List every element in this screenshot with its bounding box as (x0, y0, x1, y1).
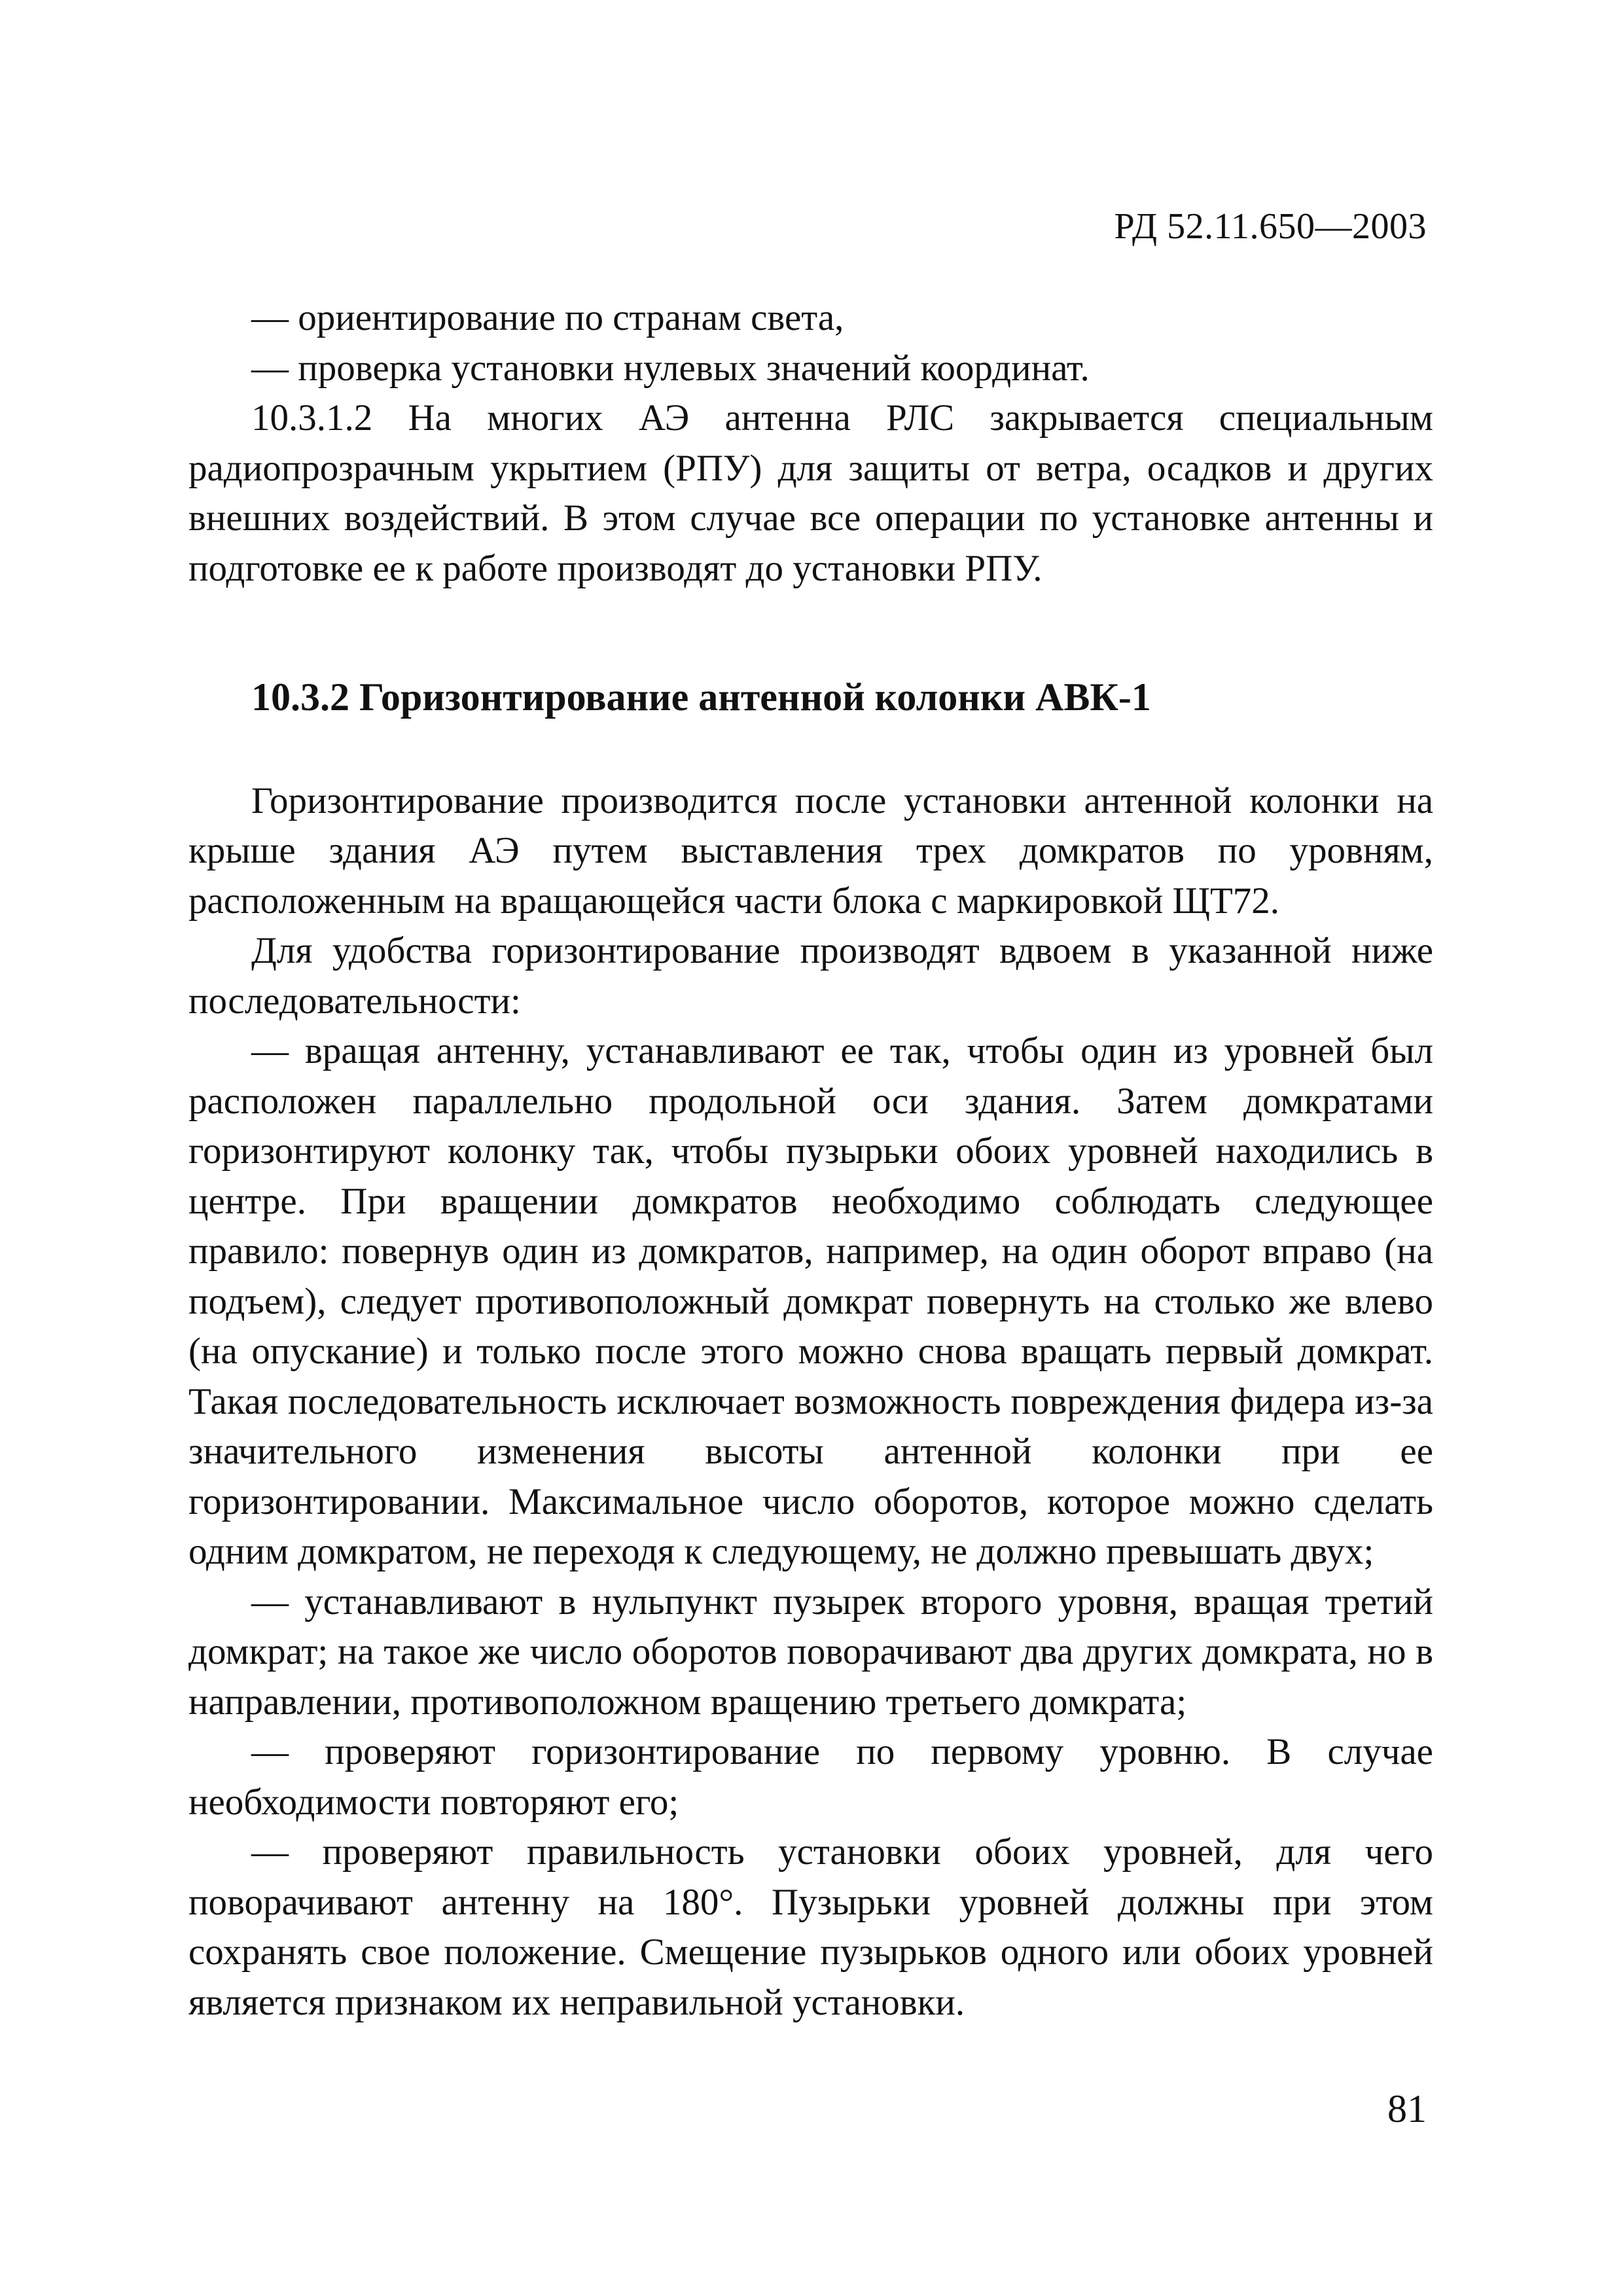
paragraph-10-3-1-2: 10.3.1.2 На многих АЭ антенна РЛС закрывается специальным радиопрозрачным укрытием (РПУ) для защиты от ветра, осадков и других внешних воздействий. В этом случае все операции по установке антенны и подготовке ее к работе производят до установки РПУ. (188, 397, 1433, 589)
paragraph-intro: Горизонтирование производится после установки антенной колонки на крыше здания АЭ путем выставления трех домкратов по уровням, расположенным на вращающейся части блока с маркировкой ЩТ72. (188, 780, 1433, 922)
page-number: 81 (1387, 2087, 1427, 2130)
document-code-header: РД 52.11.650—2003 (1114, 206, 1427, 247)
document-body (188, 293, 1433, 2028)
list-item-orientation: — ориентирование по странам света, (251, 297, 844, 338)
step-1: — вращая антенну, устанавливают ее так, чтобы один из уровней был расположен параллельно продольной оси здания. Затем домкратами горизонтируют колонку так, чтобы пузырьки обоих уровней находились в центре. При вращении домкратов необходимо соблюдать следующее правило: повернув один из домкратов, например, на один оборот вправо (на подъем), следует противоположный домкрат повернуть на столько же влево (на опускание) и только после этого можно снова вращать первый домкрат. Такая последовательность исключает возможность повреждения фидера из-за значительного изменения высоты антенной колонки при ее горизонтировании. Максимальное число оборотов, которое можно сделать одним домкратом, не переходя к следующему, не должно превышать двух; (188, 1030, 1433, 1572)
step-2: — устанавливают в нульпункт пузырек второго уровня, вращая третий домкрат; на такое же число оборотов поворачивают два других домкрата, но в направлении, противоположном вращению третьего домкрата; (188, 1581, 1433, 1723)
paragraph-order: Для удобства горизонтирование производят вдвоем в указанной ниже последовательности: (188, 930, 1433, 1022)
section-heading: 10.3.2 Горизонтирование антенной колонки АВК-1 (251, 675, 1151, 719)
step-3: — проверяют горизонтирование по первому уровню. В случае необходимости повторяют его; (188, 1731, 1433, 1823)
list-item-zero-check: — проверка установки нулевых значений координат. (251, 347, 1090, 389)
step-4: — проверяют правильность установки обоих уровней, для чего поворачивают антенну на 180°. Пузырьки уровней должны при этом сохранять свое положение. Смещение пузырьков одного или обоих уровней является признаком их неправильной установки. (188, 1831, 1433, 2023)
